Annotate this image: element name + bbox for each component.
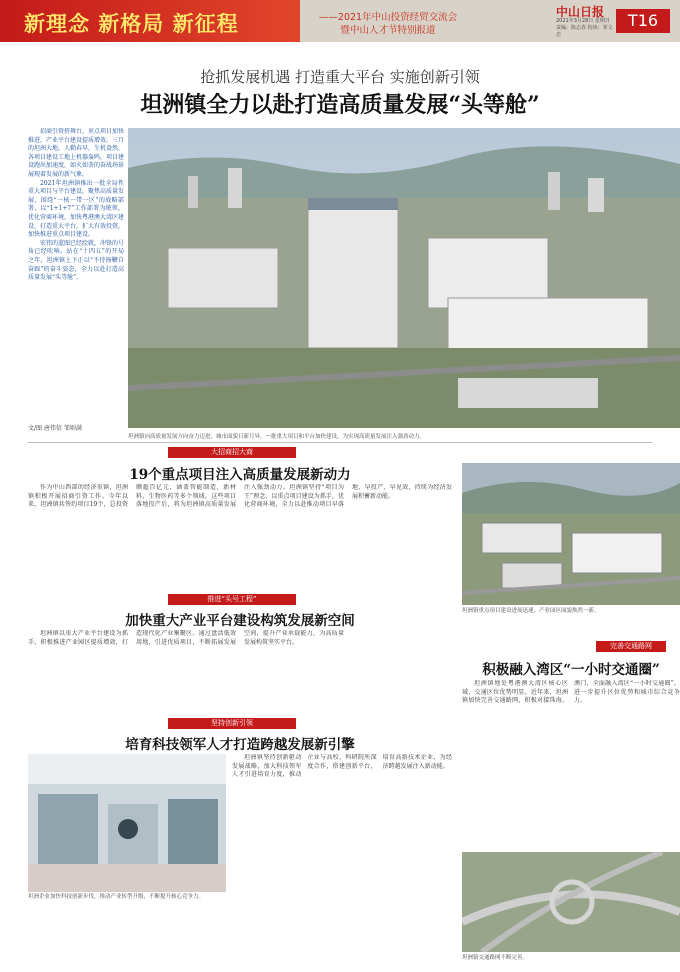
page-number: T16 bbox=[616, 9, 670, 33]
traffic-paragraph: 坦洲镇地处粤港澳大湾区核心区域，交通区位优势明显。近年来，坦洲镇加快完善交通路网，积极对接珠海、澳门，全面融入湾区“一小时交通圈”，进一步提升区位优势和城市综合竞争力。 bbox=[462, 680, 680, 705]
page-banner bbox=[0, 0, 680, 42]
talent-section-tag: 坚持创新引领 bbox=[168, 718, 296, 729]
lead-paragraph: 2021年坦洲镇推出一批全局性重大项目与平台建设，聚焦高质量发展，围绕“一核一带一区”的战略部署，以“1+1+7”工作部署为统领，优化营商环境，加快粤港澳大湾区建设，打造重大平台，扩大有效投资，加快推进重点项目建设。 bbox=[28, 179, 124, 239]
traffic-photo-2 bbox=[462, 852, 680, 952]
banner-hero bbox=[0, 0, 300, 42]
platform-paragraph: 坦洲镇以重大产业平台建设为抓手，积极推进产业园区提质增效，打造现代化产业集聚区。通过盘活低效用地，引进优质项目，不断拓展发展空间，提升产业承载能力，为高质量发展构筑坚实平台。 bbox=[28, 630, 344, 646]
main-headline: 坦洲镇全力以赴打造高质量发展“头等舱” bbox=[140, 92, 540, 118]
banner-event-line2: 暨中山人才节特别报道 bbox=[340, 25, 436, 36]
lead-paragraph: 招商引资搭舞台，重点项目加快推进，产业平台建设提质增效。三月的坦洲大地，人勤春早，生机盎然，各项目建设工地上机器轰鸣，项目建设跑出加速度，如火如荼的奋战场景展现着发展的新气象。 bbox=[28, 128, 124, 178]
factory-workshop-photo bbox=[28, 754, 226, 892]
traffic-section-tag: 完善交通路网 bbox=[596, 641, 666, 652]
main-photo bbox=[128, 128, 680, 428]
projects-paragraph: 作为中山西部的经济重镇，坦洲镇积极开展招商引资工作。今年以来，坦洲镇共签约项目19个，总投资额超百亿元，涵盖智能制造、新材料、生物医药等多个领域。这些项目落地投产后，将为坦洲镇高质量发展注入强劲动力。坦洲镇坚持“项目为王”理念，以重点项目建设为抓手，优化营商环境，全力以赴推动项目早落地、早投产、早见效，持续为经济发展积蓄新动能。 bbox=[28, 484, 452, 509]
talent-photo bbox=[28, 754, 226, 892]
lead-text bbox=[28, 128, 124, 418]
talent-headline: 培育科技领军人才打造跨越发展新引擎 bbox=[125, 737, 355, 753]
newspaper-logo: 中山日报 bbox=[556, 5, 605, 19]
section-divider bbox=[28, 442, 652, 443]
banner-slogan: 新理念 新格局 新征程 bbox=[24, 12, 239, 36]
platform-body bbox=[28, 630, 452, 712]
projects-body bbox=[28, 484, 452, 588]
talent-paragraph: 坦洲镇坚持创新驱动发展战略，加大科技领军人才引进培育力度，推动企业与高校、科研院所深度合作，搭建创新平台，培育高新技术企业，为经济跨越发展注入新动能。 bbox=[232, 754, 452, 779]
byline: 文/图 唐伟信 邹则满 bbox=[28, 425, 82, 432]
platform-section-tag: 推进“头号工程” bbox=[168, 594, 296, 605]
traffic-headline: 积极融入湾区“一小时交通圈” bbox=[482, 662, 660, 678]
aerial-town-photo bbox=[128, 128, 680, 428]
main-photo-caption: 坦洲镇向高质量发展方向奋力迈进，城市面貌日新月异，一批重大项目和平台加快建设，为实现高质量发展注入强劲动力。 bbox=[128, 434, 426, 440]
talent-photo-caption: 坦洲企业加快科技创新步伐，推动产业转型升级，不断提升核心竞争力。 bbox=[28, 894, 205, 900]
issue-date: 2021年3月28日 星期日 bbox=[556, 18, 610, 24]
projects-headline: 19个重点项目注入高质量发展新动力 bbox=[129, 467, 351, 483]
projects-section-tag: 大招商招大商 bbox=[168, 447, 296, 458]
traffic-photo-2-caption: 坦洲镇交通路网不断完善。 bbox=[462, 955, 529, 961]
banner-event-line1: ——2021年中山投资经贸交流会 bbox=[318, 12, 458, 23]
talent-body-cont bbox=[28, 908, 226, 962]
platform-headline: 加快重大产业平台建设构筑发展新空间 bbox=[125, 613, 355, 629]
lead-paragraph: 宏伟的蓝图已经绘就，冲锋的号角已经吹响。站在“十四五”的开局之年，坦洲镇上下正以“不待扬鞭自奋蹄”的奋斗姿态，全力以赴打造高质量发展“头等舱”。 bbox=[28, 239, 124, 282]
traffic-body bbox=[462, 680, 680, 848]
industrial-park-photo bbox=[462, 463, 680, 605]
traffic-photo-1 bbox=[462, 463, 680, 605]
traffic-photo-1-caption: 坦洲镇重点项目建设进展迅速，产业园区面貌焕然一新。 bbox=[462, 608, 600, 614]
issue-meta bbox=[556, 18, 614, 39]
issue-editors: 责编：陈志春 校读：邹文忠 bbox=[556, 25, 613, 38]
banner-event-title bbox=[318, 11, 458, 37]
main-kicker: 抢抓发展机遇 打造重大平台 实施创新引领 bbox=[200, 68, 480, 86]
highway-interchange-photo bbox=[462, 852, 680, 952]
talent-body bbox=[232, 754, 452, 962]
